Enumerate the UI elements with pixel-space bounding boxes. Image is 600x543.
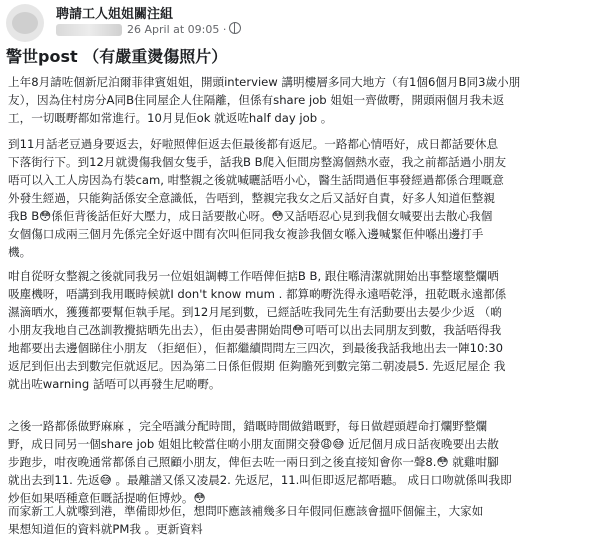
post-paragraph-1: 上年8月請咗個新尼泊爾菲律賓姐姐，開頭interview 講明樓層多同大地方（有1個6個月B同3歲小朋 友），因為住村房分A同B住同屋企人住隔離，但係有share job 姐姐一齊做嘢，開頭兩個月我未返 工，一切嘅嘢都如常進行。10月見佢ok 就返咗half day job 。 (8, 75, 521, 125)
group-name[interactable]: 聘請工人姐姐關注組 (56, 7, 174, 22)
post-header (0, 0, 600, 44)
author-name-blurred (56, 24, 122, 36)
group-avatar[interactable] (6, 4, 44, 42)
post-meta (127, 22, 241, 36)
timestamp[interactable]: 26 April at 09:05 · (127, 23, 227, 36)
globe-icon (229, 22, 241, 34)
post-paragraph-4: 之後一路都係做野麻麻 ，完全唔識分配時間，錯嘅時間做錯嘅野，每日做趕頭趕命打爛野整爛 野，成日同另一個share job 姐姐比較當住啲小朋友面開交發😩😅 近尼個月成日話夜晚要出去散 步跑步，咁夜晚通常都係自己照顧小朋友，俾佢去咗一兩日到之後直接知會你一聲8.😳 就雞咁腳 就出去到11. 先返😅 。最離譜又係又凌晨2. 先返尼，11.叫佢即返尼都唔聽。 成日口吻就係叫我即 炒佢如果唔種意佢嘅話提啲佢博炒。😳 (8, 419, 512, 505)
avatar-image (12, 12, 38, 34)
post-paragraph-3: 咁自從呀女整親之後就同我另一位姐姐調轉工作唔俾佢掂B B, 跟住喺清潔就開始出事整壞整爛哂 吸塵機呀，唔講到我用嘅時候就I don't know mum . 都算啲嘢洗得永遠唔乾淨，扭乾嘅永遠都係 濕滴晒水，獲獲都要幫佢執手尾。到12月尾到數，已經話咗我同先生有活動要出去晏少少返 （啲 小朋友我地自己氹訓教攪掂晒先出去），佢由晏書開始問😳可唔可以出去同朋友到數，我話唔得我 地都要出去邊個睇住小朋友 （拒絕佢），佢都繼續問問左三四次，到最後我話我地出去一陣10:30 返尼到佢出去到數完佢就返尼。因為第二日係佢假期 佢夠膽死到數完第二朝凌晨5. 先返尼屋企 我 就出咗warning 話唔可以再發生尼啲嘢。 (8, 269, 507, 391)
post-paragraph-5: 而家新工人就嚟到港，準備即炒佢，想問吓應該補幾多日年假同佢應該會搵吓個僱主，大家如 果想知道佢的資料就PM我 。更新資料 (8, 504, 484, 536)
post-title: 警世post （有嚴重燙傷照片） (6, 47, 228, 66)
post-paragraph-2: 到11月話老豆過身要返去，好啦照俾佢返去佢最後都有返尼。一路都心情唔好，成日都話要休息 下落街行下。到12月就燙傷我個女隻手，話我B B爬入佢間房整瀉個熱水壺，我之前都話過小朋友 唔可以入工人房因為冇裝cam, 咁整親之後就喊曬話唔小心，醫生話問過佢事發經過都係合理嘅意 外發生經過，只能夠話係安全意識低，告唔到，整親完我女之后又話好自責，好多人知道佢整親 我B B😳係佢背後話佢好大壓力，成日話要散心呀。😳又話唔忍心見到我個女喊要出去散心我個 女個傷口成兩三個月先係完全好返中間有次叫佢同我女複診我個女喺入邊喊緊佢仲喺出邊打手 機。 (8, 137, 507, 259)
